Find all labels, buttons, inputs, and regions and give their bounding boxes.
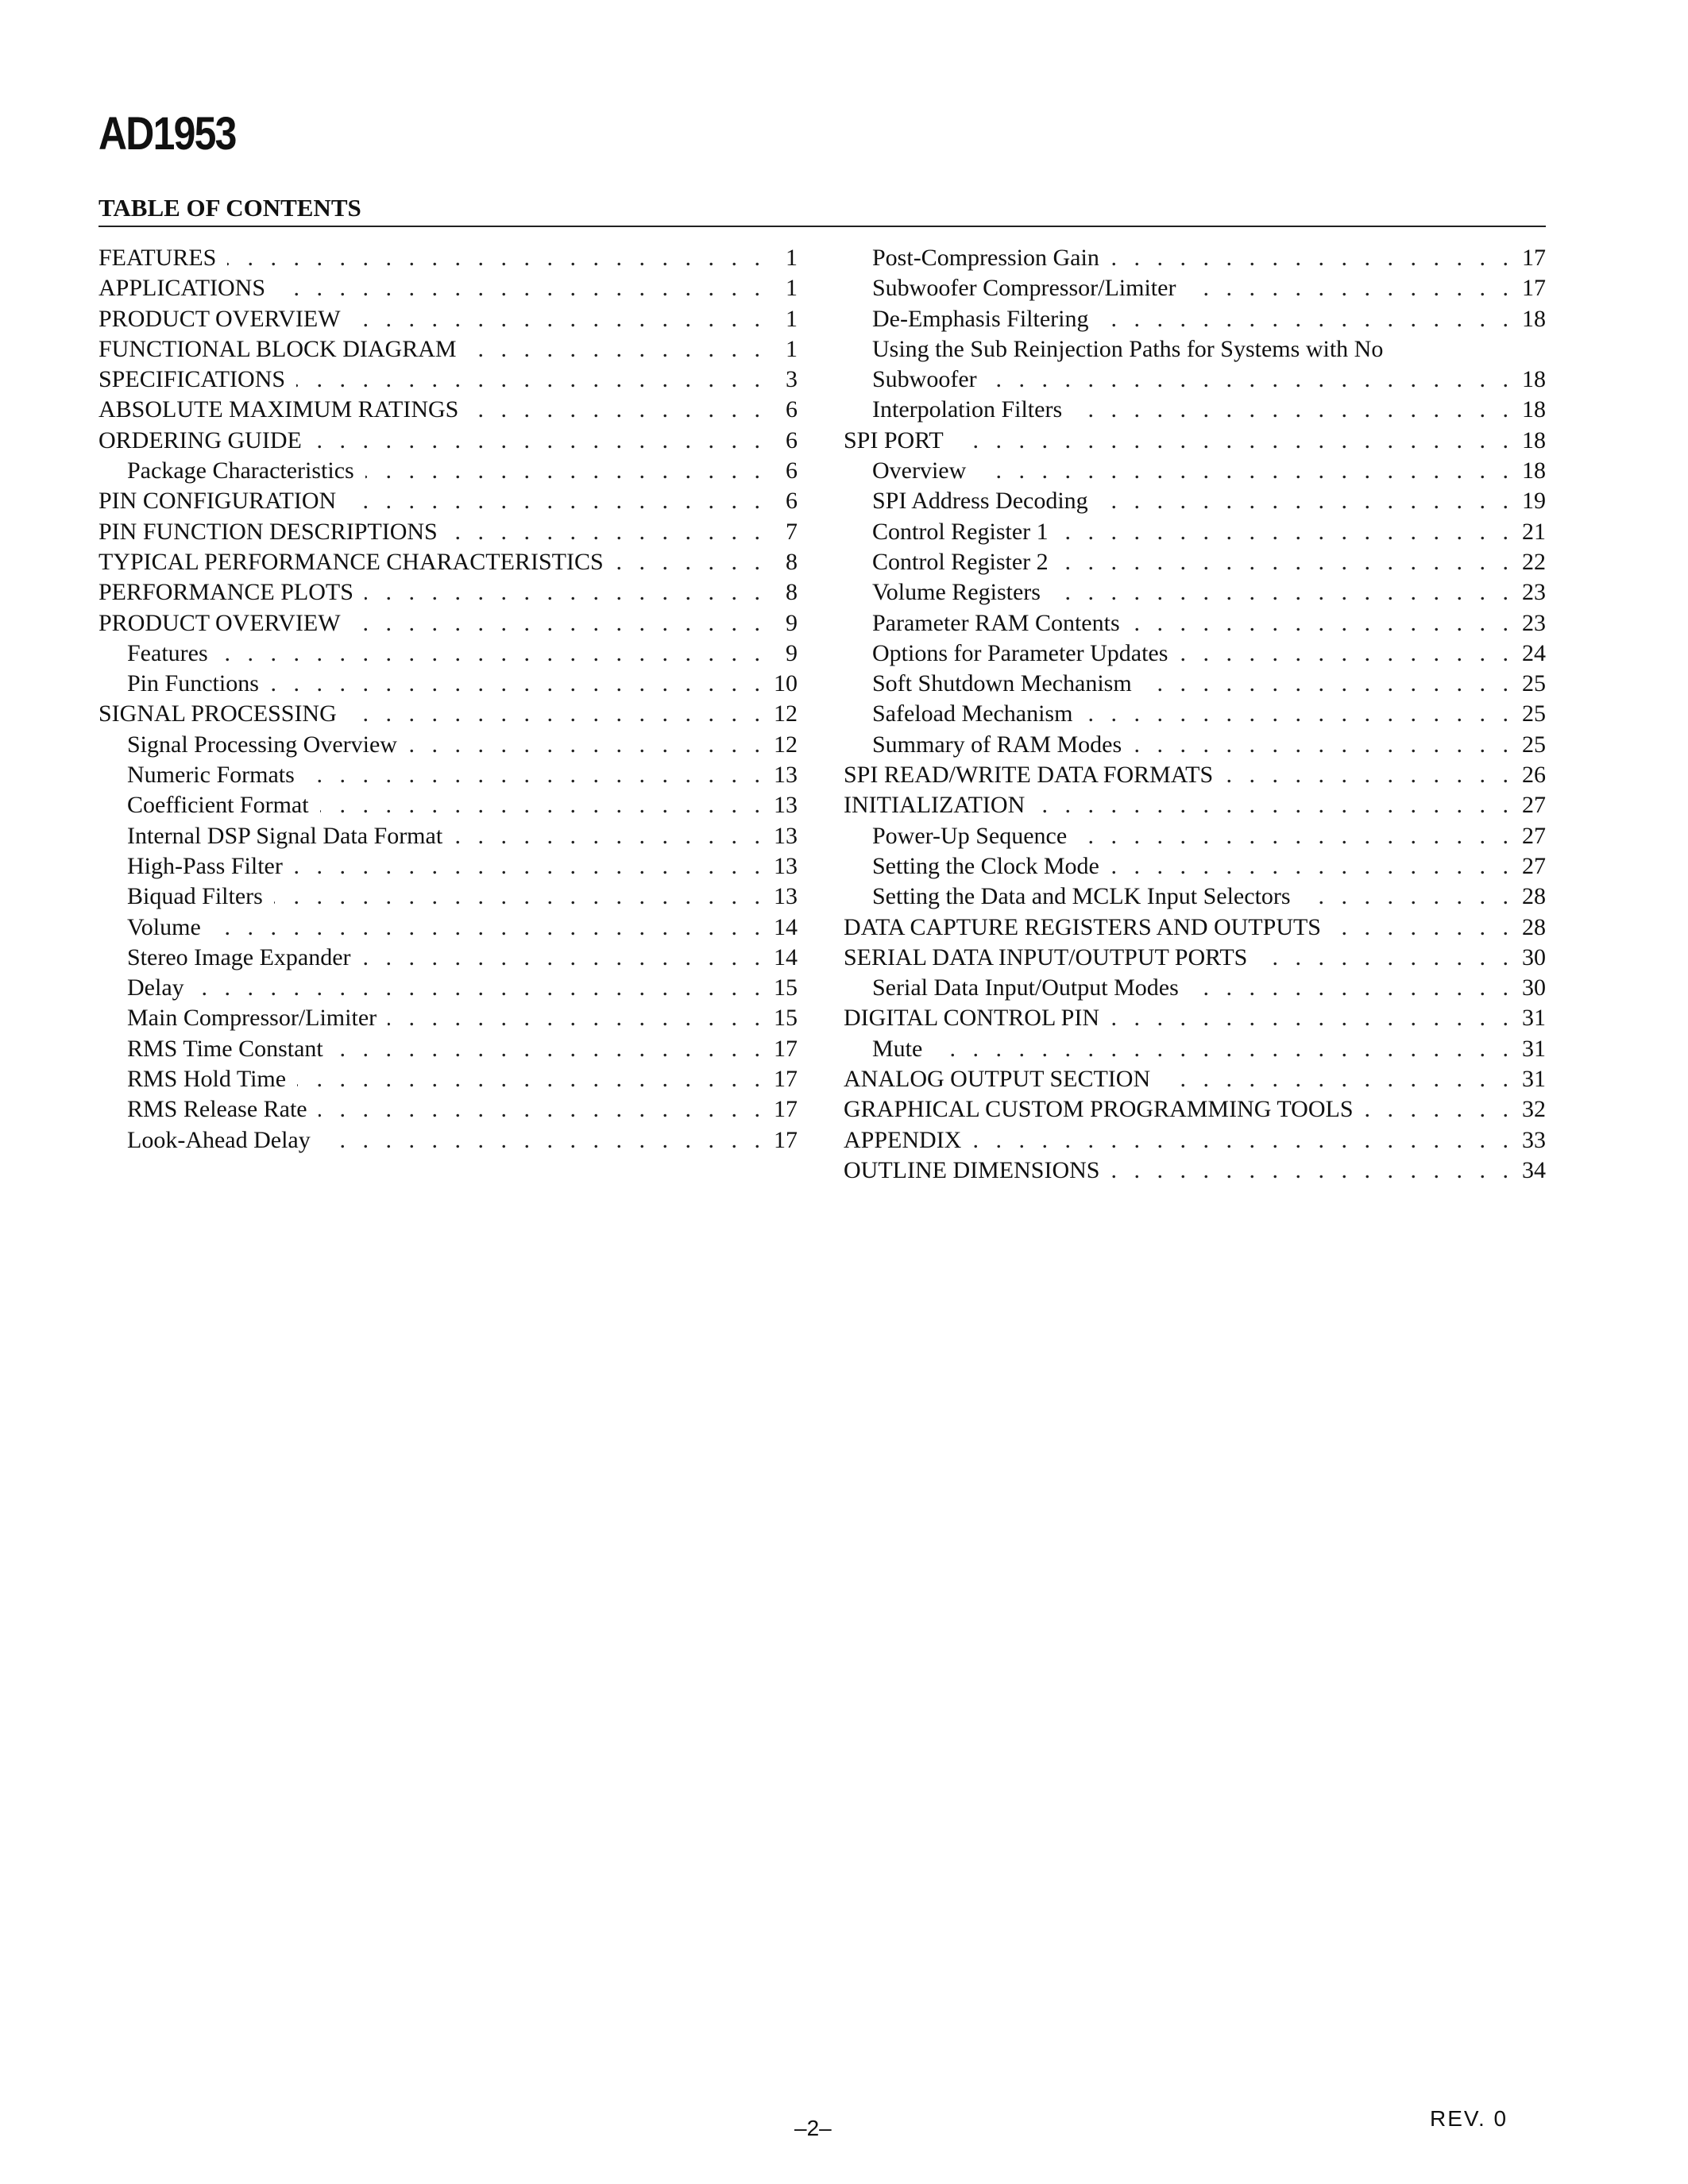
toc-entry-stereo-image-expander[interactable]: Stereo Image Expander . . . 14 xyxy=(98,943,798,973)
toc-entry-control-register-2[interactable]: Control Register 2 . . . 22 xyxy=(844,547,1546,577)
toc-entry-serial-data-input-output-ports[interactable]: SERIAL DATA INPUT/OUTPUT PORTS . . . 30 xyxy=(844,943,1546,973)
toc-entry-setting-the-clock-mode[interactable]: Setting the Clock Mode . . . 27 xyxy=(844,851,1546,882)
toc-entry-subwoofer[interactable]: Subwoofer . . . 18 xyxy=(844,365,1546,395)
toc-entry-look-ahead-delay[interactable]: Look-Ahead Delay . . . 17 xyxy=(98,1125,798,1156)
heading-divider xyxy=(98,226,1546,227)
toc-entry-spi-port[interactable]: SPI PORT . . . 18 xyxy=(844,426,1546,456)
toc-entry-options-for-parameter-updates[interactable]: Options for Parameter Updates . . . 24 xyxy=(844,639,1546,669)
toc-entry-parameter-ram-contents[interactable]: Parameter RAM Contents . . . 23 xyxy=(844,608,1546,639)
toc-entry-data-capture-registers-and-outputs[interactable]: DATA CAPTURE REGISTERS AND OUTPUTS . . . 28 xyxy=(844,913,1546,943)
toc-entry-volume-registers[interactable]: Volume Registers . . . 23 xyxy=(844,577,1546,608)
page-number: –2– xyxy=(794,2116,832,2140)
toc-entry-sub-reinjection-paths[interactable]: Using the Sub Reinjection Paths for Systems with No xyxy=(872,335,1384,362)
toc-heading: TABLE OF CONTENTS xyxy=(98,194,361,222)
toc-entry-summary-of-ram-modes[interactable]: Summary of RAM Modes . . . 25 xyxy=(844,730,1546,760)
toc-entry-volume[interactable]: Volume . . . 14 xyxy=(98,913,798,943)
toc-entry-package-characteristics[interactable]: Package Characteristics . . . 6 xyxy=(98,456,798,486)
toc-entry-features-sub[interactable]: Features . . . 9 xyxy=(98,639,798,669)
toc-entry-functional-block-diagram[interactable]: FUNCTIONAL BLOCK DIAGRAM . . . 1 xyxy=(98,334,798,365)
toc-entry-de-emphasis-filtering[interactable]: De-Emphasis Filtering . . . 18 xyxy=(844,304,1546,334)
toc-entry-product-overview[interactable]: PRODUCT OVERVIEW . . . 1 xyxy=(98,304,798,334)
revision-label: REV. 0 xyxy=(1430,2106,1508,2131)
toc-entry-control-register-1[interactable]: Control Register 1 . . . 21 xyxy=(844,517,1546,547)
toc-entry-signal-processing[interactable]: SIGNAL PROCESSING . . . 12 xyxy=(98,699,798,729)
toc-entry-soft-shutdown-mechanism[interactable]: Soft Shutdown Mechanism . . . 25 xyxy=(844,669,1546,699)
toc-entry-spi-address-decoding[interactable]: SPI Address Decoding . . . 19 xyxy=(844,486,1546,516)
toc-entry-digital-control-pin[interactable]: DIGITAL CONTROL PIN . . . 31 xyxy=(844,1003,1546,1033)
toc-entry-features[interactable]: FEATURES . . . 1 xyxy=(98,243,798,273)
toc-entry-post-compression-gain[interactable]: Post-Compression Gain . . . 17 xyxy=(844,243,1546,273)
toc-entry-overview[interactable]: Overview . . . 18 xyxy=(844,456,1546,486)
toc-entry-coefficient-format[interactable]: Coefficient Format . . . 13 xyxy=(98,790,798,820)
toc-entry-pin-configuration[interactable]: PIN CONFIGURATION . . . 6 xyxy=(98,486,798,516)
toc-entry-internal-dsp-signal-data-format[interactable]: Internal DSP Signal Data Format . . . 13 xyxy=(98,821,798,851)
toc-entry-mute[interactable]: Mute . . . 31 xyxy=(844,1034,1546,1064)
toc-entry-initialization[interactable]: INITIALIZATION . . . 27 xyxy=(844,790,1546,820)
toc-entry-pin-function-descriptions[interactable]: PIN FUNCTION DESCRIPTIONS . . . 7 xyxy=(98,517,798,547)
toc-entry-signal-processing-overview[interactable]: Signal Processing Overview . . . 12 xyxy=(98,730,798,760)
toc-entry-spi-read-write-data-formats[interactable]: SPI READ/WRITE DATA FORMATS . . . 26 xyxy=(844,760,1546,790)
toc-entry-high-pass-filter[interactable]: High-Pass Filter . . . 13 xyxy=(98,851,798,882)
toc-entry-main-compressor-limiter[interactable]: Main Compressor/Limiter . . . 15 xyxy=(98,1003,798,1033)
toc-entry-rms-time-constant[interactable]: RMS Time Constant . . . 17 xyxy=(98,1034,798,1064)
toc-entry-graphical-custom-programming-tools[interactable]: GRAPHICAL CUSTOM PROGRAMMING TOOLS . . . 32 xyxy=(844,1094,1546,1125)
document-title: AD1953 xyxy=(98,108,236,160)
toc-entry-biquad-filters[interactable]: Biquad Filters . . . 13 xyxy=(98,882,798,912)
toc-left-column xyxy=(98,243,798,1156)
toc-entry-product-overview-2[interactable]: PRODUCT OVERVIEW . . . 9 xyxy=(98,608,798,639)
toc-right-column xyxy=(844,243,1546,1186)
toc-entry-typical-performance-characteristics[interactable]: TYPICAL PERFORMANCE CHARACTERISTICS . . . 8 xyxy=(98,547,798,577)
toc-entry-rms-hold-time[interactable]: RMS Hold Time . . . 17 xyxy=(98,1064,798,1094)
toc-entry-interpolation-filters[interactable]: Interpolation Filters . . . 18 xyxy=(844,395,1546,425)
toc-entry-applications[interactable]: APPLICATIONS . . . 1 xyxy=(98,273,798,303)
toc-entry-ordering-guide[interactable]: ORDERING GUIDE . . . 6 xyxy=(98,426,798,456)
toc-entry-setting-data-and-mclk-input-selectors[interactable]: Setting the Data and MCLK Input Selectors . . . 28 xyxy=(844,882,1546,912)
toc-entry-rms-release-rate[interactable]: RMS Release Rate . . . 17 xyxy=(98,1094,798,1125)
toc-entry-performance-plots[interactable]: PERFORMANCE PLOTS . . . 8 xyxy=(98,577,798,608)
toc-entry-serial-data-input-output-modes[interactable]: Serial Data Input/Output Modes . . . 30 xyxy=(844,973,1546,1003)
toc-entry-delay[interactable]: Delay . . . 15 xyxy=(98,973,798,1003)
toc-entry-specifications[interactable]: SPECIFICATIONS . . . 3 xyxy=(98,365,798,395)
toc-entry-analog-output-section[interactable]: ANALOG OUTPUT SECTION . . . 31 xyxy=(844,1064,1546,1094)
toc-entry-safeload-mechanism[interactable]: Safeload Mechanism . . . 25 xyxy=(844,699,1546,729)
toc-entry-numeric-formats[interactable]: Numeric Formats . . . 13 xyxy=(98,760,798,790)
toc-entry-subwoofer-compressor-limiter[interactable]: Subwoofer Compressor/Limiter . . . 17 xyxy=(844,273,1546,303)
toc-entry-outline-dimensions[interactable]: OUTLINE DIMENSIONS . . . 34 xyxy=(844,1156,1546,1186)
toc-entry-absolute-maximum-ratings[interactable]: ABSOLUTE MAXIMUM RATINGS . . . 6 xyxy=(98,395,798,425)
toc-entry-appendix[interactable]: APPENDIX . . . 33 xyxy=(844,1125,1546,1156)
toc-entry-pin-functions[interactable]: Pin Functions . . . 10 xyxy=(98,669,798,699)
toc-entry-power-up-sequence[interactable]: Power-Up Sequence . . . 27 xyxy=(844,821,1546,851)
